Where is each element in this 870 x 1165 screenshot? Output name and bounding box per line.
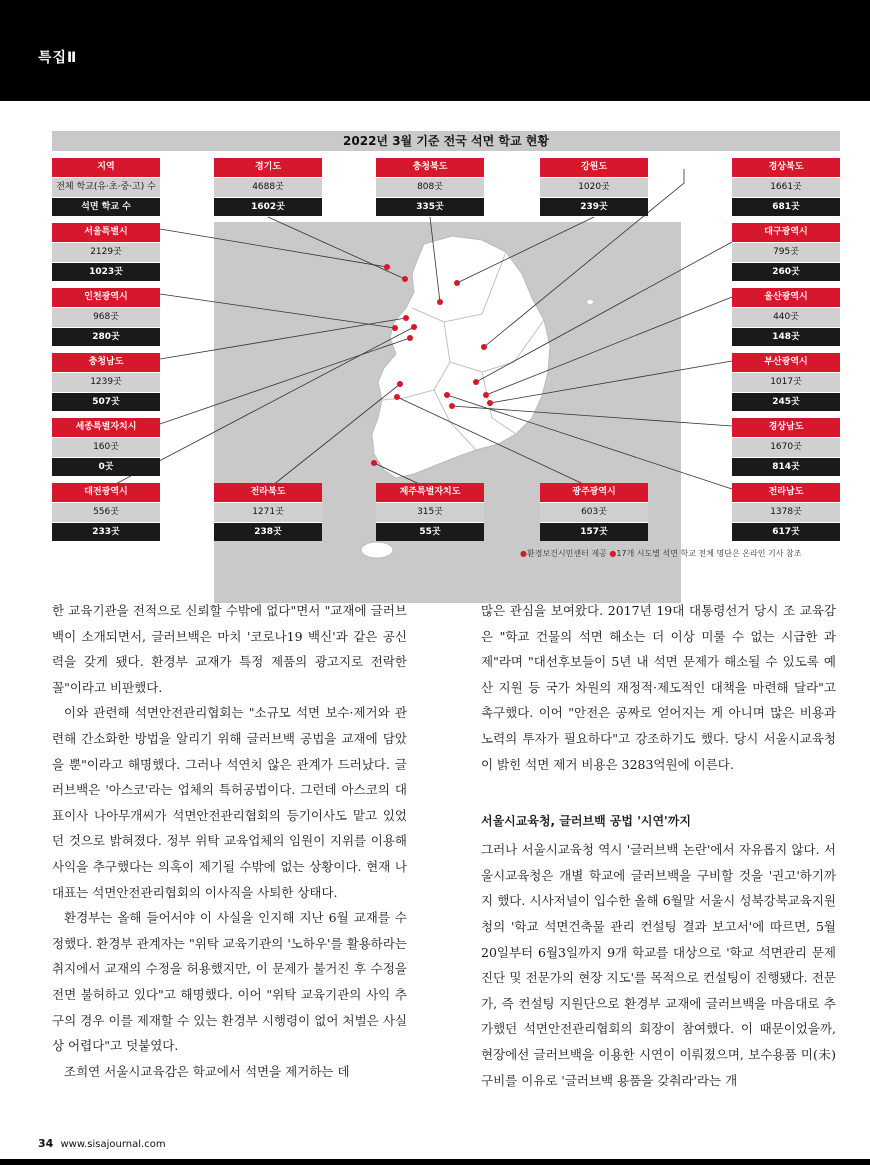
site-url: www.sisajournal.com: [60, 1139, 166, 1150]
region-name: 경상남도: [732, 418, 840, 438]
region-box-seoul: [52, 223, 160, 281]
page-number: 34: [38, 1137, 54, 1150]
region-name: 울산광역시: [732, 288, 840, 308]
source-note: 17개 시도별 석면 학교 전체 명단은 온라인 기사 참조: [616, 549, 802, 558]
connector-line: [268, 217, 405, 279]
marker-dot: [454, 280, 460, 286]
region-asbestos: 148곳: [732, 328, 840, 346]
marker-dot: [473, 379, 479, 385]
marker-dot: [444, 392, 450, 398]
page-footer: [38, 1137, 166, 1150]
region-box-gangwon: [540, 158, 648, 216]
bottom-rule: [0, 1159, 870, 1165]
region-asbestos: 233곳: [52, 523, 160, 541]
article-paragraph: 그러나 서울시교육청 역시 '글러브백 논란'에서 자유롭지 않다. 서울시교육청은 개별 학교에 글러브백을 구비할 것을 '권고'하기까지 했다. 시사저널이 입수한 올해 6월말 서울시 성북강북교육지원청의 '학교 석면건축물 관리 컨설팅 결과 보고서'에 따르면, 5월20일부터 6월3일까지 9개 학교를 대상으로 '학교 석면관리 문제 진단 및 전문가의 현장 지도'를 목적으로 컨설팅이 진행됐다. 전문가, 즉 컨설팅 지원단으로 환경부 교재에 글러브백을 마음대로 추가했던 석면안전관리협회의 회장이 참여했다. 이 때문이었을까, 현장에선 글러브백을 이용한 시연이 이뤄졌으며, 보수용품 미(未)구비를 이유로 '글러브백 용품을 갖춰라'라는 개: [481, 842, 836, 1088]
article-paragraph: 환경부는 올해 들어서야 이 사실을 인지해 지난 6월 교재를 수정했다. 환경부 관계자는 "위탁 교육기관의 '노하우'를 활용하라는 취지에서 교재의 수정을 허용했지만, 이 문제가 불거진 후 수정을 전면 불허하고 있다"고 해명했다. 이어 "위탁 교육기관의 사익 추구의 경우 이를 제재할 수 있는 환경부 시행령이 없어 처벌은 사실상 어렵다"고 덧붙였다.: [52, 910, 407, 1054]
connector-line: [452, 406, 732, 426]
marker-dot: [481, 344, 487, 350]
article-paragraph: 조희연 서울시교육감은 학교에서 석면을 제거하는 데: [64, 1063, 350, 1079]
connector-line: [160, 318, 406, 359]
region-box-jeonbuk: [214, 483, 322, 541]
connector-line: [457, 217, 594, 283]
region-total: 968곳: [52, 308, 160, 328]
region-box-gwangju: [540, 483, 648, 541]
connector-line: [486, 297, 732, 395]
source-note: 환경보건시민센터 제공: [526, 549, 607, 558]
article-subheading: 서울시교육청, 글러브백 공법 '시연'까지: [481, 814, 691, 829]
connector-line: [490, 361, 732, 403]
region-total: 1670곳: [732, 438, 840, 458]
region-box-gyeonggi: [214, 158, 322, 216]
region-asbestos: 814곳: [732, 458, 840, 476]
region-box-jeju: [376, 483, 484, 541]
region-total: 1017곳: [732, 373, 840, 393]
marker-dot: [449, 403, 455, 409]
region-total: 1239곳: [52, 373, 160, 393]
marker-dot: [402, 276, 408, 282]
infographic-source: [520, 548, 801, 559]
region-box-jeonnam: [732, 483, 840, 541]
legend-region-label: 지역: [52, 158, 160, 178]
connector-line: [160, 294, 395, 328]
region-name: 전라북도: [214, 483, 322, 503]
region-box-chungbuk: [376, 158, 484, 216]
region-asbestos: 260곳: [732, 263, 840, 281]
region-box-daegu: [732, 223, 840, 281]
region-total: 1661곳: [732, 178, 840, 198]
connector-line: [160, 338, 410, 424]
region-box-incheon: [52, 288, 160, 346]
marker-dot: [411, 324, 417, 330]
marker-dot: [397, 381, 403, 387]
connector-line: [430, 217, 440, 302]
region-total: 2129곳: [52, 243, 160, 263]
region-total: 1020곳: [540, 178, 648, 198]
region-asbestos: 245곳: [732, 393, 840, 411]
region-box-gyeongbuk: [732, 158, 840, 216]
region-name: 대구광역시: [732, 223, 840, 243]
region-name: 강원도: [540, 158, 648, 178]
region-name: 부산광역시: [732, 353, 840, 373]
region-name: 제주특별자치도: [376, 483, 484, 503]
region-name: 대전광역시: [52, 483, 160, 503]
top-banner: [0, 0, 870, 101]
region-asbestos: 507곳: [52, 393, 160, 411]
connector-line: [268, 384, 400, 489]
region-asbestos: 617곳: [732, 523, 840, 541]
region-box-sejong: [52, 418, 160, 476]
region-total: 315곳: [376, 503, 484, 523]
region-total: 440곳: [732, 308, 840, 328]
legend-asbestos-label: 석면 학교 수: [52, 198, 160, 216]
region-name: 서울특별시: [52, 223, 160, 243]
marker-dot: [384, 264, 390, 270]
region-name: 경기도: [214, 158, 322, 178]
region-asbestos: 157곳: [540, 523, 648, 541]
infographic-title: 2022년 3월 기준 전국 석면 학교 현황: [52, 131, 840, 151]
region-name: 광주광역시: [540, 483, 648, 503]
legend-total-label: 전체 학교(유·초·중·고) 수: [52, 178, 160, 198]
region-total: 808곳: [376, 178, 484, 198]
marker-dot: [487, 400, 493, 406]
article-left-column: [52, 598, 407, 1084]
region-asbestos: 681곳: [732, 198, 840, 216]
connector-line: [160, 229, 387, 267]
region-total: 1271곳: [214, 503, 322, 523]
region-box-ulsan: [732, 288, 840, 346]
bullet-icon: ●: [520, 549, 527, 558]
region-name: 경상북도: [732, 158, 840, 178]
region-asbestos: 335곳: [376, 198, 484, 216]
region-total: 1378곳: [732, 503, 840, 523]
marker-dot: [394, 394, 400, 400]
region-asbestos: 239곳: [540, 198, 648, 216]
marker-dot: [392, 325, 398, 331]
section-label: 특집Ⅱ: [38, 50, 78, 66]
region-total: 4688곳: [214, 178, 322, 198]
article-paragraph: 한 교육기관을 전적으로 신뢰할 수밖에 없다"면서 "교재에 글러브백이 소개되면서, 글러브백은 마치 '코로나19 백신'과 같은 공신력을 갖게 됐다. 환경부 교재가 특정 제품의 광고지로 전락한 꼴"이라고 비판했다.: [52, 603, 407, 695]
region-total: 603곳: [540, 503, 648, 523]
region-box-gyeongnam: [732, 418, 840, 476]
article-paragraph: 많은 관심을 보여왔다. 2017년 19대 대통령선거 당시 조 교육감은 "학교 건물의 석면 해소는 더 이상 미룰 수 없는 시급한 과제"라며 "대선후보들이 5년 내 석면 문제가 해소될 수 있도록 예산 지원 등 국가 차원의 재정적·제도적인 대책을 마련해 달라"고 촉구했다. 이어 "안전은 공짜로 얻어지는 게 아니며 많은 비용과 노력의 투자가 필요하다"고 강조하기도 했다. 당시 서울시교육청이 밝힌 석면 제거 비용은 3283억원에 이른다.: [481, 603, 836, 772]
article-right-column: [481, 598, 836, 1093]
region-total: 556곳: [52, 503, 160, 523]
region-name: 세종특별자치시: [52, 418, 160, 438]
region-asbestos: 1602곳: [214, 198, 322, 216]
marker-dot: [407, 335, 413, 341]
marker-dot: [437, 299, 443, 305]
asbestos-school-infographic: [52, 131, 840, 563]
region-box-chungnam: [52, 353, 160, 411]
region-box-daejeon: [52, 483, 160, 541]
region-name: 인천광역시: [52, 288, 160, 308]
region-total: 160곳: [52, 438, 160, 458]
bullet-icon: ●: [609, 549, 617, 558]
legend-box: [52, 158, 160, 216]
marker-dot: [483, 392, 489, 398]
region-asbestos: 280곳: [52, 328, 160, 346]
region-name: 충청북도: [376, 158, 484, 178]
connector-line: [447, 395, 732, 489]
marker-dot: [371, 460, 377, 466]
region-total: 795곳: [732, 243, 840, 263]
region-name: 전라남도: [732, 483, 840, 503]
region-box-busan: [732, 353, 840, 411]
region-asbestos: 55곳: [376, 523, 484, 541]
region-name: 충청남도: [52, 353, 160, 373]
region-asbestos: 0곳: [52, 458, 160, 476]
marker-dot: [403, 315, 409, 321]
article-paragraph: 이와 관련해 석면안전관리협회는 "소규모 석면 보수·제거와 관련해 간소화한 방법을 알리기 위해 글러브백 공법을 교재에 담았을 뿐"이라고 해명했다. 그러나 석연치 않은 관계가 드러났다. 글러브백은 '아스코'라는 업체의 특허공법이다. 그런데 아스코의 대표이사 나아무개씨가 석면안전관리협회의 등기이사도 맡고 있었던 것으로 밝혀졌다. 정부 위탁 교육업체의 임원이 지위를 이용해 사익을 추구했다는 의혹이 제기될 수밖에 없는 상황이다. 현재 나 대표는 석면안전관리협회의 이사직을 사퇴한 상태다.: [52, 705, 407, 900]
region-asbestos: 238곳: [214, 523, 322, 541]
region-asbestos: 1023곳: [52, 263, 160, 281]
